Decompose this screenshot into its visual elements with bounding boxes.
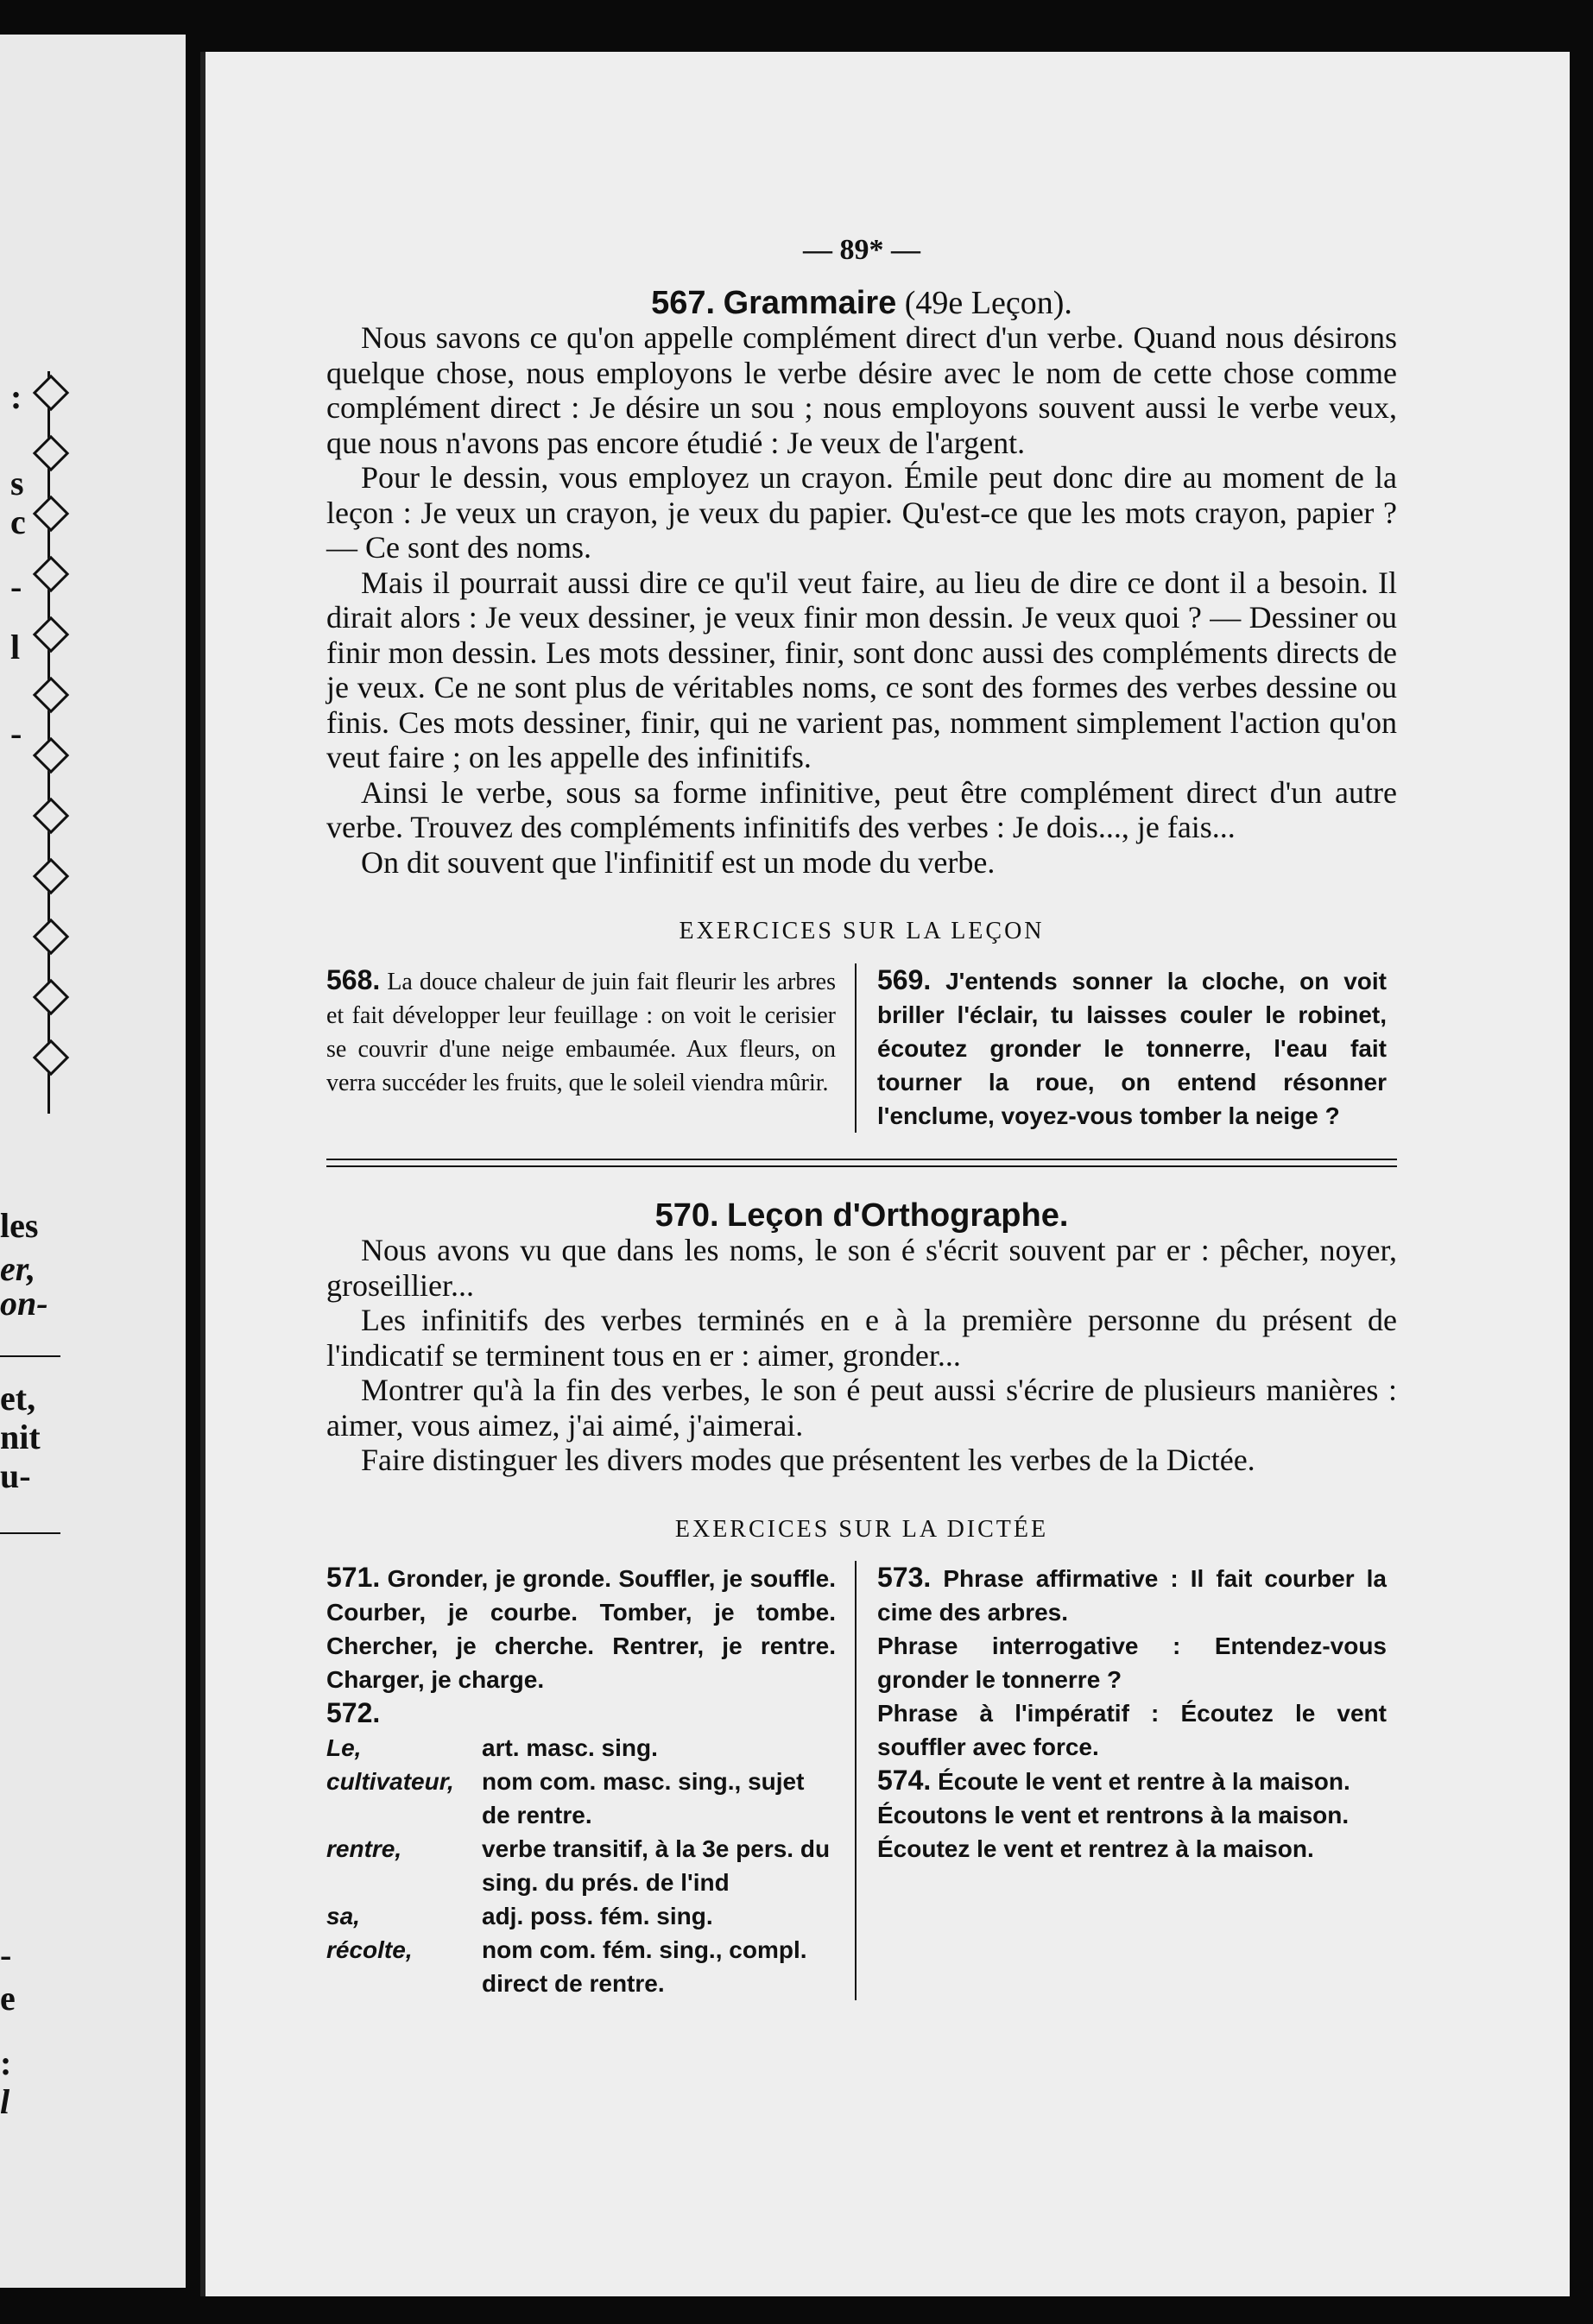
strip-rule — [0, 1532, 60, 1534]
analysis-word: cultivateur, — [326, 1768, 454, 1795]
exercise-line: Phrase interrogative : Entendez-vous gronder le tonnerre ? — [877, 1632, 1387, 1693]
exercises-dictee-title: EXERCICES SUR LA DICTÉE — [674, 1515, 1049, 1543]
strip-fragment: u- — [0, 1456, 31, 1495]
exercise-number: 572. — [326, 1697, 381, 1728]
exercise-573 — [877, 1561, 1387, 1629]
vine-ornament — [33, 919, 69, 955]
strip-fragment: - — [10, 714, 22, 753]
paragraph: Ainsi le verbe, sous sa forme infinitive, peut être complément direct d'un autre verbe. Trouvez des compléments infinitifs des verbes : Je dois..., je fais... — [326, 774, 1397, 844]
exercise-568 — [326, 963, 857, 1133]
exercise-number: 568. — [326, 963, 381, 995]
exercise-text: J'entends sonner la cloche, on voit briller l'éclair, tu laisses couler le robinet, écoutez gronder le tonnerre, l'eau fait tourner la roue, on entend résonner l'enclume, voyez-vous tomber la neige ? — [877, 967, 1387, 1129]
lesson-title: Grammaire — [723, 284, 897, 321]
analysis-word: Le, — [326, 1734, 362, 1761]
analysis-word: rentre, — [326, 1835, 402, 1862]
strip-fragment: c — [10, 502, 26, 541]
lesson-title: Leçon d'Orthographe. — [727, 1197, 1069, 1234]
exercise-text: Gronder, je gronde. Souffler, je souffle. Courber, je courbe. Tomber, je tombe. Chercher, je cherche. Rentrer, je rentre. Charger, je charge. — [326, 1565, 837, 1693]
exercises-dictee-columns — [326, 1561, 1397, 2000]
analysis-description: nom com. fém. sing., compl. direct de rentre. — [482, 1936, 807, 1997]
exercise-number: 574. — [877, 1765, 932, 1796]
vine-ornament — [33, 798, 69, 834]
analysis-word: récolte, — [326, 1936, 413, 1963]
strip-fragment: : — [0, 2043, 12, 2082]
analysis-description: adj. poss. fém. sing. — [482, 1903, 713, 1929]
exercise-number: 569. — [877, 963, 932, 995]
page-number: — 89* — — [803, 234, 920, 266]
exercise-line: Écoute le vent et rentre à la maison. — [938, 1768, 1350, 1795]
exercises-573-574 — [857, 1561, 1387, 2000]
paragraph: Mais il pourrait aussi dire ce qu'il veut faire, au lieu de dire ce dont il a besoin. Il dirait alors : Je veux dessiner, je veux finir mon dessin. Je veux quoi ? — Dessiner ou finir mon dessin. Les mots dessiner, finir, sont donc aussi des compléments directs de je veux. Ce ne sont plus de véritables noms, ce sont des formes des verbes dessine ou finis. Ces mots dessiner, finir, qui ne varient pas, nomment simplement l'action qu'on veut faire ; on les appelle des infinitifs. — [326, 565, 1397, 774]
strip-fragment: l — [10, 628, 21, 666]
section-divider — [326, 1159, 1397, 1167]
exercise-line: Écoutez le vent et rentrez à la maison. — [877, 1835, 1314, 1862]
paragraph: Montrer qu'à la fin des verbes, le son é peut aussi s'écrire de plusieurs manières : aimer, vous aimez, j'ai aimé, j'aimerai. — [326, 1373, 1397, 1443]
vine-ornament — [33, 1039, 69, 1076]
strip-fragment: on- — [0, 1284, 48, 1323]
exercises-lecon-columns — [326, 963, 1397, 1133]
vine-ornament — [33, 979, 69, 1015]
paragraph: Faire distinguer les divers modes que présentent les verbes de la Dictée. — [361, 1443, 1255, 1477]
exercise-line: Phrase à l'impératif : Écoutez le vent souffler avec force. — [877, 1700, 1387, 1760]
strip-fragment: er, — [0, 1249, 36, 1288]
strip-fragment: l — [0, 2082, 10, 2121]
page-content — [326, 233, 1397, 2000]
vine-ornament — [33, 858, 69, 894]
vine-ornament — [33, 435, 69, 471]
strip-fragment: et, — [0, 1379, 36, 1418]
strip-fragment: les — [0, 1206, 39, 1245]
strip-fragment: e — [0, 1979, 16, 2018]
strip-fragment: nit — [0, 1418, 41, 1456]
exercise-572-label — [326, 1696, 836, 1731]
strip-fragment: - — [10, 567, 22, 606]
analysis-description: verbe transitif, à la 3e pers. du sing. du prés. de l'ind — [482, 1835, 831, 1896]
left-page-strip — [0, 35, 186, 2288]
exercise-text: La douce chaleur de juin fait fleurir les arbres et fait développer leur feuillage : on voit le cerisier se couvrir d'une neige embaumée. Aux fleurs, on verra succéder les fruits, que le soleil viendra mûrir. — [326, 968, 836, 1096]
vine-ornament — [33, 677, 69, 713]
paragraph: Pour le dessin, vous employez un crayon. Émile peut donc dire au moment de la leçon : Je veux un crayon, je veux du papier. Qu'est-ce que les mots crayon, papier ? — Ce sont des noms. — [326, 460, 1397, 565]
vine-ornament — [33, 616, 69, 653]
analysis-word: sa, — [326, 1903, 360, 1929]
lesson-567-heading — [326, 286, 1397, 321]
lesson-number: 570. — [654, 1197, 719, 1234]
exercise-number: 573. — [877, 1562, 932, 1593]
strip-fragment: s — [10, 464, 24, 502]
paragraph: On dit souvent que l'infinitif est un mode du verbe. — [361, 844, 996, 880]
paragraph: Nous avons vu que dans les noms, le son é s'écrit souvent par er : pêcher, noyer, groseillier... — [326, 1233, 1397, 1303]
strip-rule — [0, 1355, 60, 1357]
exercise-number: 571. — [326, 1562, 381, 1593]
vine-ornament — [33, 737, 69, 774]
exercises-571-572 — [326, 1561, 857, 2000]
paragraph: Nous savons ce qu'on appelle complément direct d'un verbe. Quand nous désirons quelque chose, nous employons le verbe désire avec le nom de cette chose comme complément direct : Je désire un sou ; nous employons souvent aussi le verbe veux, que nous n'avons pas encore étudié : Je veux de l'argent. — [326, 320, 1397, 460]
exercise-571 — [326, 1561, 836, 1696]
strip-fragment: : — [10, 377, 22, 416]
paragraph: Les infinitifs des verbes terminés en e à la première personne du présent de l'indicatif se terminent tous en er : aimer, gronder... — [326, 1303, 1397, 1373]
vine-ornament — [33, 556, 69, 592]
vine-ornament — [33, 375, 69, 411]
vine-ornament — [33, 496, 69, 532]
analysis-description: art. masc. sing. — [482, 1734, 658, 1761]
exercise-line: Écoutons le vent et rentrons à la maison. — [877, 1802, 1350, 1828]
exercise-572-analysis — [326, 1731, 836, 2000]
lesson-570-heading — [326, 1198, 1397, 1234]
lesson-number: 567. — [651, 284, 716, 321]
lesson-subtitle: (49e Leçon). — [904, 284, 1072, 321]
analysis-description: nom com. masc. sing., sujet de rentre. — [482, 1768, 805, 1828]
exercise-line: Phrase affirmative : Il fait courber la cime des arbres. — [877, 1565, 1388, 1626]
strip-fragment: - — [0, 1936, 12, 1974]
exercise-574 — [877, 1764, 1387, 1798]
exercises-lecon-title: EXERCICES SUR LA LEÇON — [679, 918, 1045, 944]
exercise-569 — [857, 963, 1387, 1133]
